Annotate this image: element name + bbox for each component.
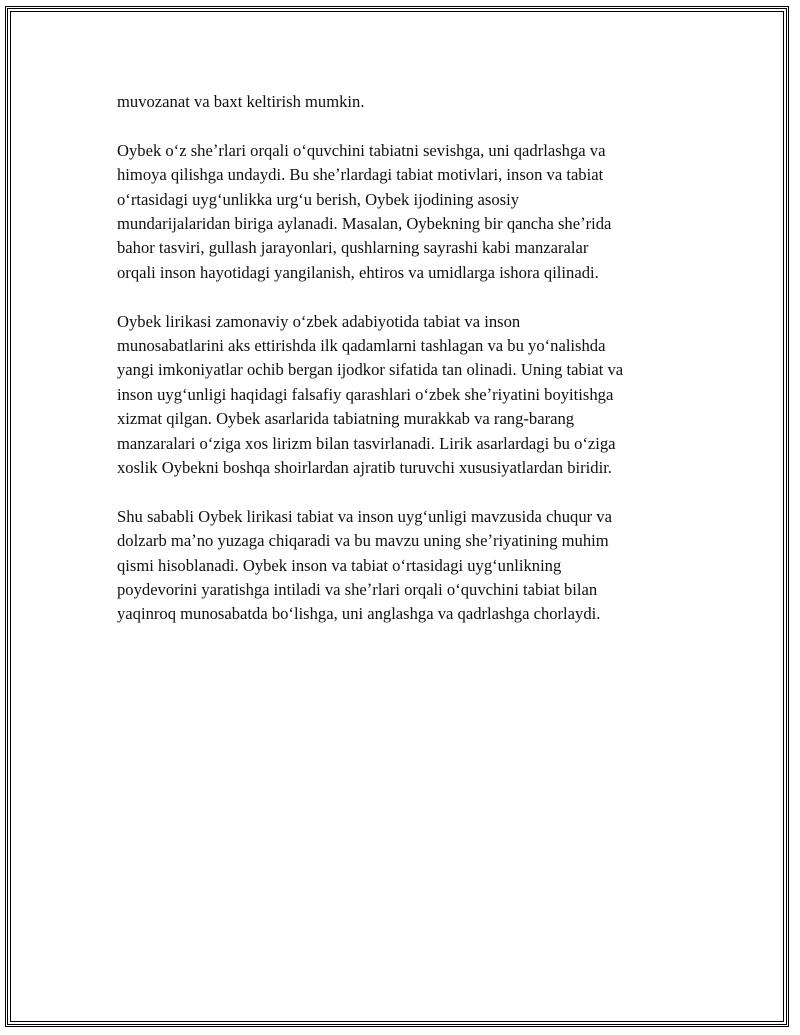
paragraph-conclusion: Shu sababli Oybek lirikasi tabiat va inson uygʻunligi mavzusida chuqur va dolzarb maʼno yuzaga chiqaradi va bu mavzu uning sheʼriyatining muhim qismi hisoblanadi. Oybek inson va tabiat oʻrtasidagi uygʻunlikning poydevorini yaratishga intiladi va sheʼrlari orqali oʻquvchini tabiat bilan yaqinroq munosabatda boʻlishga, uni anglashga va qadrlashga chorlaydi. [117, 506, 612, 624]
page-content [117, 90, 677, 651]
paragraph-continuation: muvozanat va baxt keltirish mumkin. [117, 92, 365, 111]
paragraph-nature-love: Oybek oʻz sheʼrlari orqali oʻquvchini tabiatni sevishga, uni qadrlashga va himoya qilishga undaydi. Bu sheʼrlardagi tabiat motivlari, inson va tabiat oʻrtasidagi uygʻunlikka urgʻu berish, Oybek ijodining asosiy mundarijalaridan biriga aylanadi. Masalan, Oybekning bir qancha sheʼrida bahor tasviri, gullash jarayonlari, qushlarning sayrashi kabi manzaralar orqali inson hayotidagi yangilanish, ehtiros va umidlarga ishora qilinadi. [117, 140, 612, 282]
paragraph-modern-literature: Oybek lirikasi zamonaviy oʻzbek adabiyotida tabiat va inson munosabatlarini aks ettirishda ilk qadamlarni tashlagan va bu yoʻnalishda yangi imkoniyatlar ochib bergan ijodkor sifatida tan olinadi. Uning tabiat va inson uygʻunligi haqidagi falsafiy qarashlari oʻzbek sheʼriyatini boyitishga xizmat qilgan. Oybek asarlarida tabiatning murakkab va rang-barang manzaralari oʻziga xos lirizm bilan tasvirlanadi. Lirik asarlardagi bu oʻziga xoslik Oybekni boshqa shoirlardan ajratib turuvchi xususiyatlardan biridir. [117, 311, 624, 478]
